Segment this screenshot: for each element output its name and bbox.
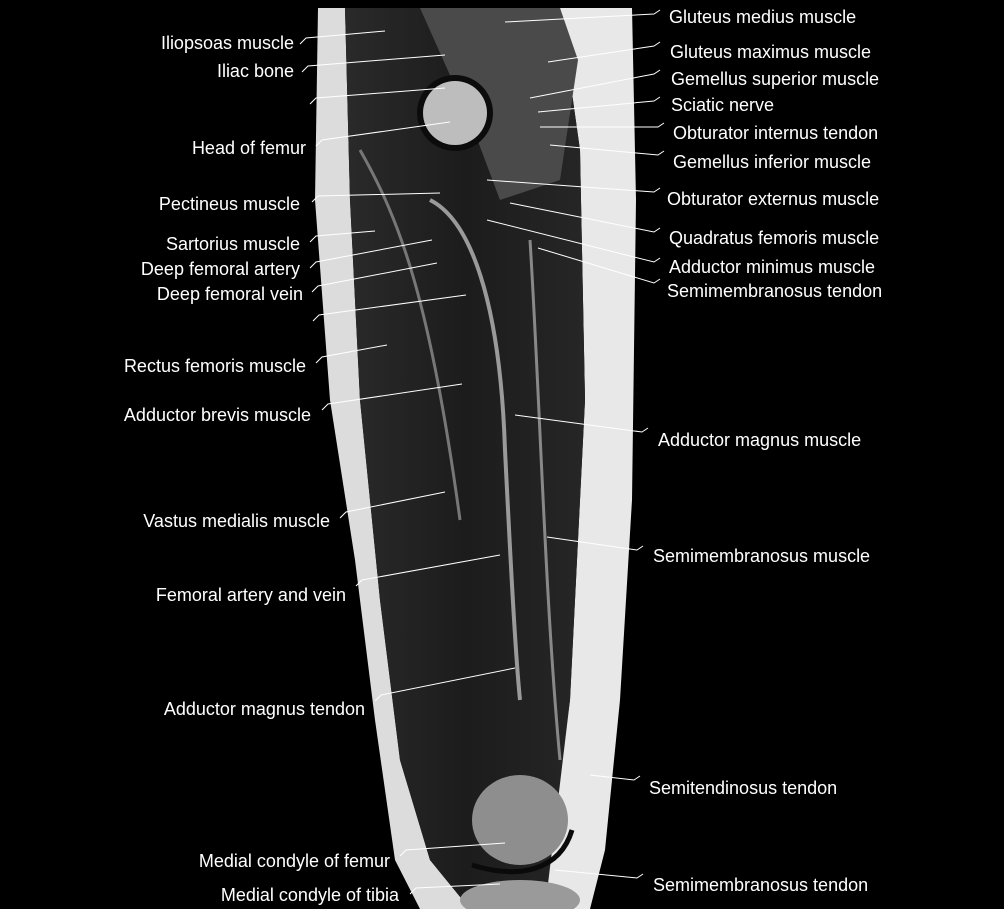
label-adductor-magnus-muscle: Adductor magnus muscle [658, 430, 862, 450]
label-head-of-femur: Head of femur [191, 138, 306, 158]
label-gemellus-inferior-muscle: Gemellus inferior muscle [673, 152, 872, 172]
label-semimembranosus-tendon: Semimembranosus tendon [667, 281, 883, 301]
label-femoral-artery-and-vein: Femoral artery and vein [155, 585, 346, 605]
label-gemellus-superior-muscle: Gemellus superior muscle [671, 69, 880, 89]
label-medial-condyle-of-tibia: Medial condyle of tibia [220, 885, 399, 905]
label-semimembranosus-tendon: Semimembranosus tendon [653, 875, 869, 895]
label-obturator-internus-tendon: Obturator internus tendon [673, 123, 879, 143]
label-deep-femoral-vein: Deep femoral vein [156, 284, 303, 304]
label-gluteus-medius-muscle: Gluteus medius muscle [669, 7, 857, 27]
label-adductor-brevis-muscle: Adductor brevis muscle [123, 405, 311, 425]
label-gluteus-maximus-muscle: Gluteus maximus muscle [670, 42, 872, 62]
label-deep-femoral-artery: Deep femoral artery [140, 259, 300, 279]
label-rectus-femoris-muscle: Rectus femoris muscle [123, 356, 306, 376]
label-adductor-minimus-muscle: Adductor minimus muscle [669, 257, 876, 277]
label-iliopsoas-muscle: Iliopsoas muscle [160, 33, 294, 53]
label-sciatic-nerve: Sciatic nerve [671, 95, 775, 115]
label-obturator-externus-muscle: Obturator externus muscle [667, 189, 880, 209]
label-adductor-magnus-tendon: Adductor magnus tendon [163, 699, 365, 719]
label-sartorius-muscle: Sartorius muscle [165, 234, 300, 254]
label-pectineus-muscle: Pectineus muscle [158, 194, 300, 214]
label-quadratus-femoris-muscle: Quadratus femoris muscle [669, 228, 880, 248]
label-semitendinosus-tendon: Semitendinosus tendon [649, 778, 838, 798]
label-semimembranosus-muscle: Semimembranosus muscle [653, 546, 871, 566]
label-medial-condyle-of-femur: Medial condyle of femur [198, 851, 390, 871]
label-vastus-medialis-muscle: Vastus medialis muscle [143, 511, 330, 531]
label-iliac-bone: Iliac bone [216, 61, 294, 81]
